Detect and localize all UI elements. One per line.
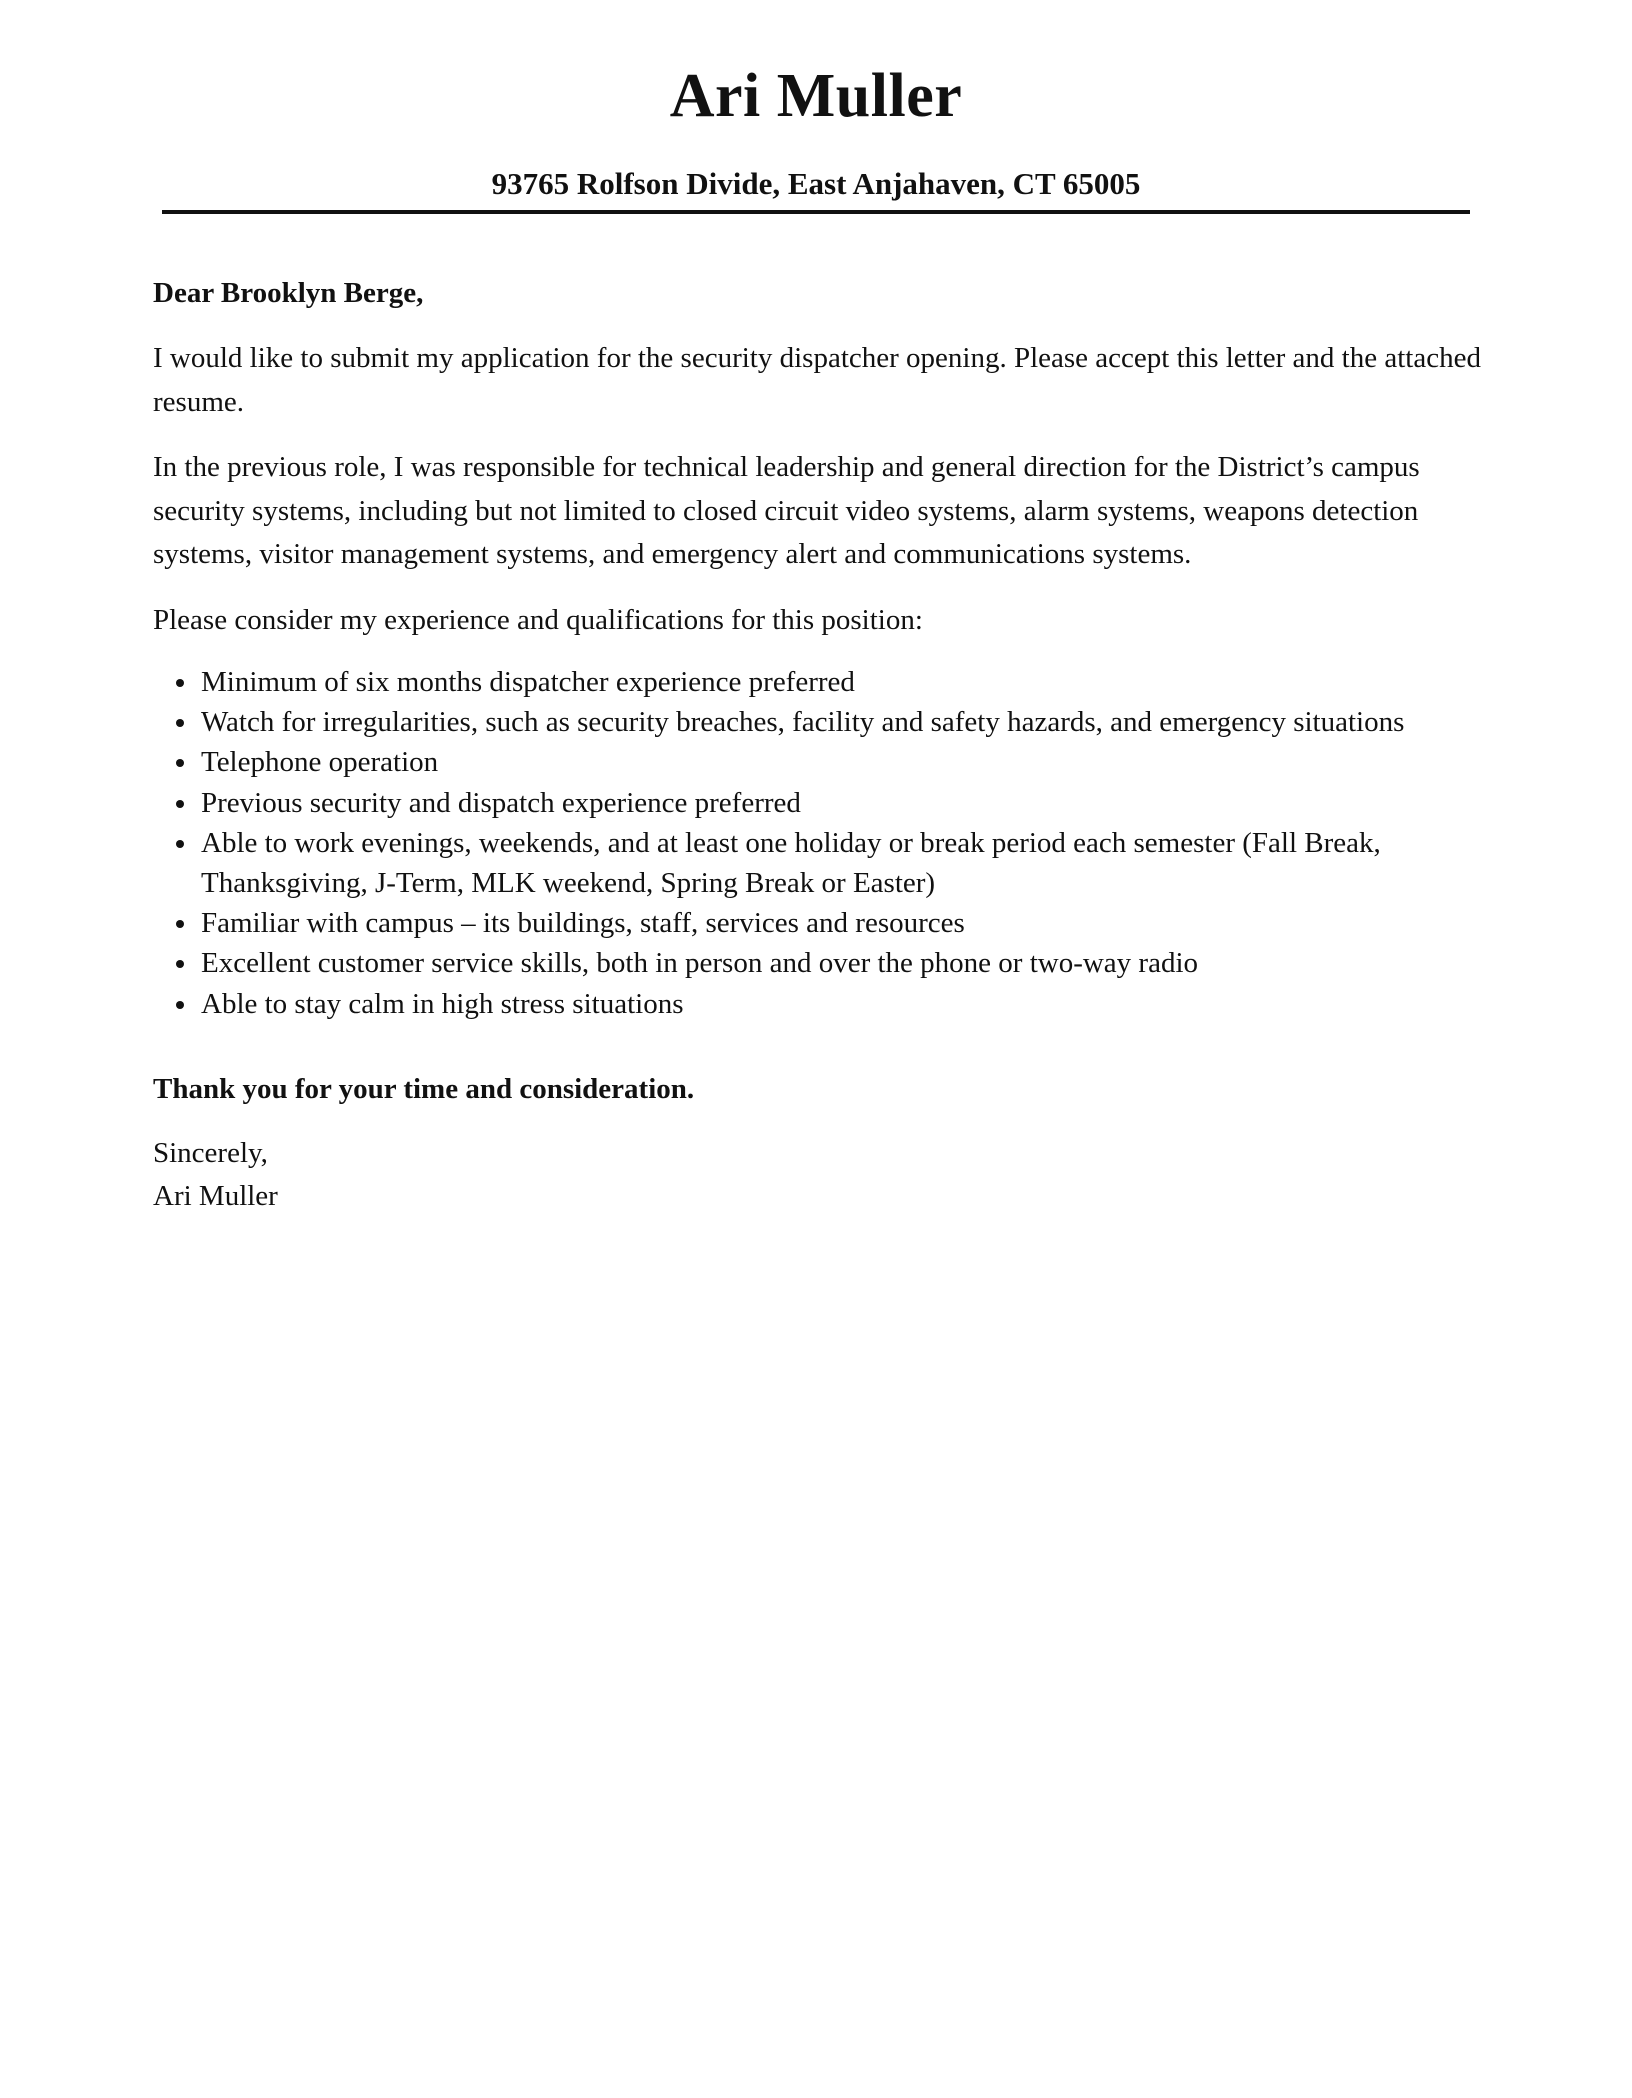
list-item (201, 702, 1483, 742)
list-item (201, 742, 1483, 782)
experience-paragraph: In the previous role, I was responsible for technical leadership and general direction for the District’s campus security systems, including but not limited to closed circuit video systems, alarm systems, weapons detection systems, visitor management systems, and emergency alert and communications systems. (153, 451, 1420, 570)
bullet-icon (176, 920, 184, 928)
bullet-icon (176, 840, 184, 848)
list-item-text: Watch for irregularities, such as security breaches, facility and safety hazards, and emergency situations (201, 706, 1405, 739)
list-item-text: Able to stay calm in high stress situations (201, 987, 684, 1020)
list-item-text: Familiar with campus – its buildings, staff, services and resources (201, 907, 965, 940)
letter-body (153, 272, 1483, 1219)
list-item-text: Minimum of six months dispatcher experience preferred (201, 666, 855, 698)
bullet-icon (176, 1001, 184, 1009)
salutation: Dear Brooklyn Berge, (153, 277, 424, 309)
bullet-icon (176, 679, 184, 687)
intro-paragraph: I would like to submit my application for the security dispatcher opening. Please accept this letter and the attached resume. (153, 342, 1481, 418)
qualifications-intro: Please consider my experience and qualifications for this position: (153, 603, 923, 636)
thank-you-line: Thank you for your time and consideration. (153, 1072, 695, 1105)
qualifications-list (153, 662, 1483, 1024)
closing-salutation: Sincerely, (153, 1136, 268, 1169)
bullet-icon (176, 719, 184, 727)
list-item (201, 662, 1483, 702)
list-item-text: Able to work evenings, weekends, and at least one holiday or break period each semester (Fall Break, Thanksgiving, J-Term, MLK weekend, Spring Break or Easter) (201, 826, 1381, 900)
applicant-address: 93765 Rolfson Divide, East Anjahaven, CT 65005 (491, 166, 1141, 201)
header-divider (162, 210, 1470, 214)
applicant-name: Ari Muller (669, 62, 963, 130)
list-item (201, 943, 1483, 983)
list-item-text: Excellent customer service skills, both in person and over the phone or two-way radio (201, 947, 1199, 980)
bullet-icon (176, 960, 184, 968)
signature: Ari Muller (153, 1180, 278, 1213)
bullet-icon (176, 759, 184, 767)
list-item (201, 903, 1483, 943)
list-item-text: Telephone operation (201, 746, 439, 779)
list-item (201, 823, 1483, 903)
bullet-icon (176, 800, 184, 808)
list-item (201, 783, 1483, 823)
list-item (201, 984, 1483, 1024)
list-item-text: Previous security and dispatch experience preferred (201, 786, 801, 819)
